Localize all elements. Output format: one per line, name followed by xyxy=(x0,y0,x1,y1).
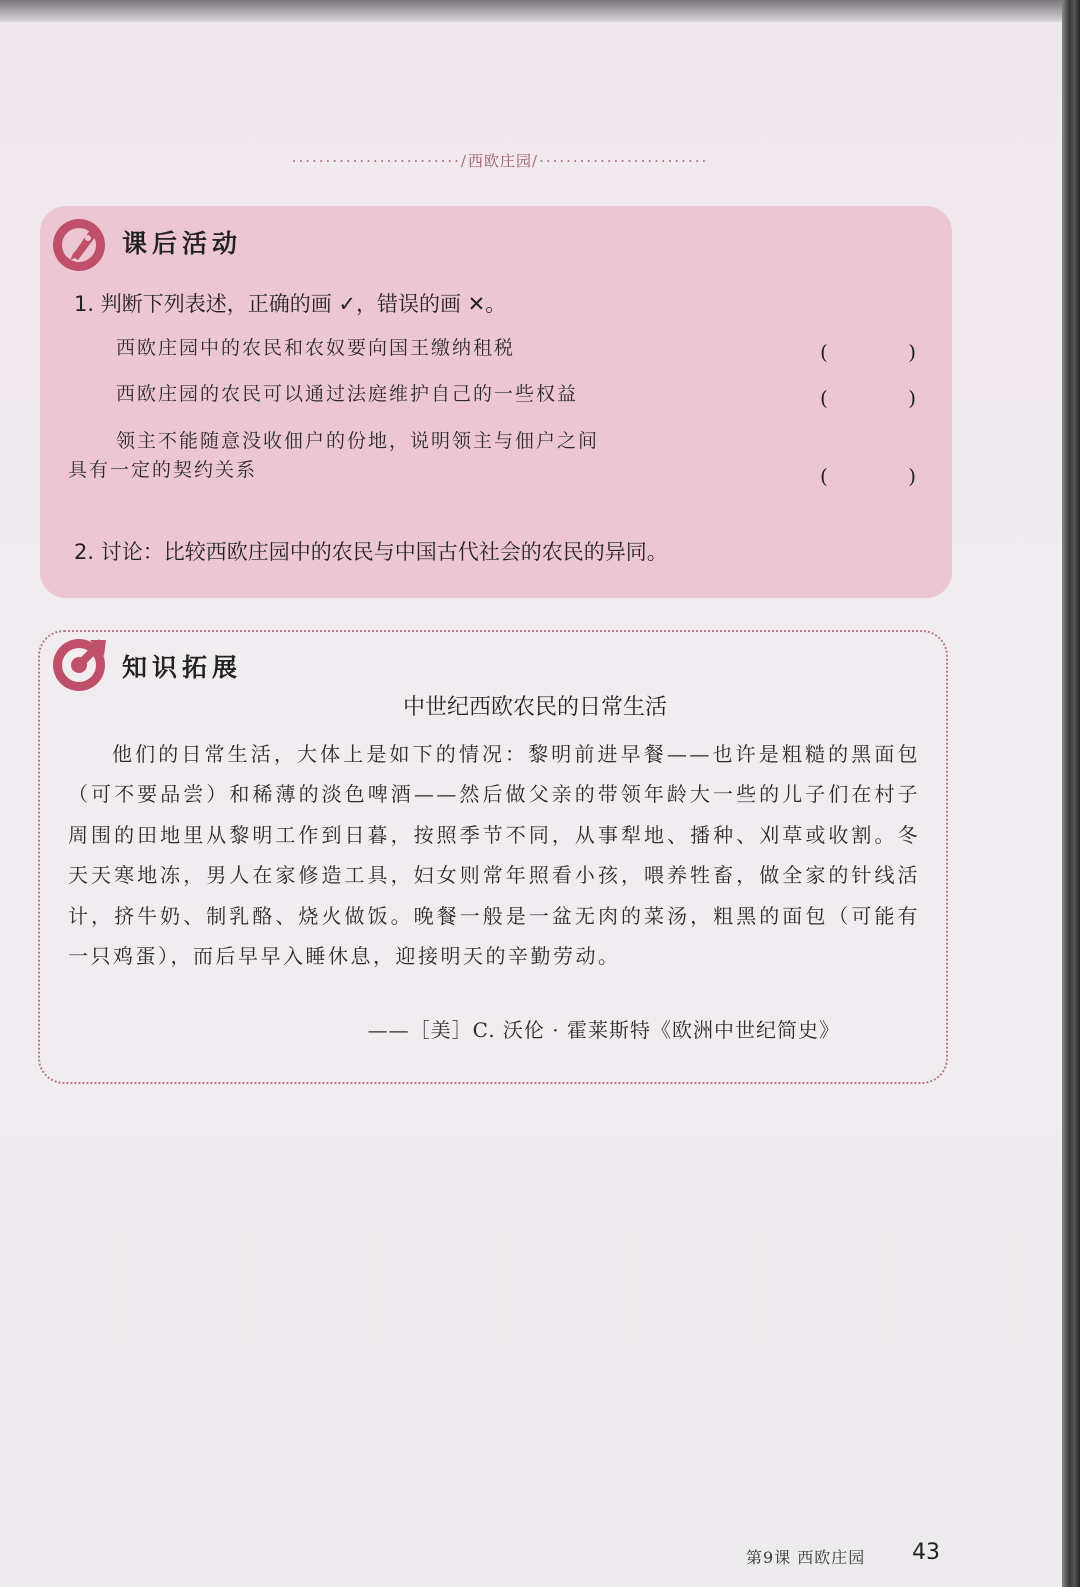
paren-open: ( xyxy=(820,464,828,488)
knowledge-title: 知识拓展 xyxy=(122,653,243,682)
running-header-right-dots: /························· xyxy=(532,152,709,170)
activity-title: 课后活动 xyxy=(122,229,243,258)
article-title: 中世纪西欧农民的日常生活 xyxy=(402,695,667,720)
statement-3-line-2: 具有一定的契约关系 xyxy=(68,459,258,481)
paren-close: ) xyxy=(908,464,916,488)
statement-3-line-1: 领主不能随意没收佃户的份地，说明领主与佃户之间 xyxy=(116,430,600,452)
running-header xyxy=(270,150,730,171)
paren-open: ( xyxy=(820,340,828,364)
running-header-title: 西欧庄园 xyxy=(467,152,532,170)
page-number: 43 xyxy=(912,1540,940,1565)
answer-blank-1[interactable] xyxy=(820,340,916,364)
running-header-left-dots: ·························/ xyxy=(291,152,468,170)
paren-close: ) xyxy=(908,386,916,410)
activity-question-1: 1. 判断下列表述，正确的画 ✓，错误的画 ✕。 xyxy=(74,292,507,316)
page-top-shadow xyxy=(0,0,1068,22)
answer-blank-2[interactable] xyxy=(820,386,916,410)
statement-1: 西欧庄园中的农民和农奴要向国王缴纳租税 xyxy=(116,337,516,359)
refresh-arrow-icon xyxy=(50,636,108,694)
footer-lesson-label: 第9课 西欧庄园 xyxy=(746,1548,866,1567)
statement-2: 西欧庄园的农民可以通过法庭维护自己的一些权益 xyxy=(116,383,579,405)
paren-close: ) xyxy=(908,340,916,364)
article-body: 他们的日常生活，大体上是如下的情况：黎明前进早餐——也许是粗糙的黑面包（可不要品尝）和稀薄的淡色啤酒——然后做父亲的带领年龄大一些的儿子们在村子周围的田地里从黎明工作到日暮，按照季节不同，从事犁地、播种、刈草或收割。冬天天寒地冻，男人在家修造工具，妇女则常年照看小孩，喂养牲畜，做全家的针线活计，挤牛奶、制乳酪、烧火做饭。晚餐一般是一盆无肉的菜汤，粗黑的面包（可能有一只鸡蛋），而后早早入睡休息，迎接明天的辛勤劳动。 xyxy=(68,742,920,969)
paren-open: ( xyxy=(820,386,828,410)
article-source: ——［美］C. 沃伦 · 霍莱斯特《欧洲中世纪简史》 xyxy=(367,1018,840,1042)
activity-question-2: 2. 讨论：比较西欧庄园中的农民与中国古代社会的农民的异同。 xyxy=(74,540,668,564)
book-edge xyxy=(1062,0,1080,1587)
answer-blank-3[interactable] xyxy=(820,464,916,488)
pen-nib-icon xyxy=(50,216,108,274)
